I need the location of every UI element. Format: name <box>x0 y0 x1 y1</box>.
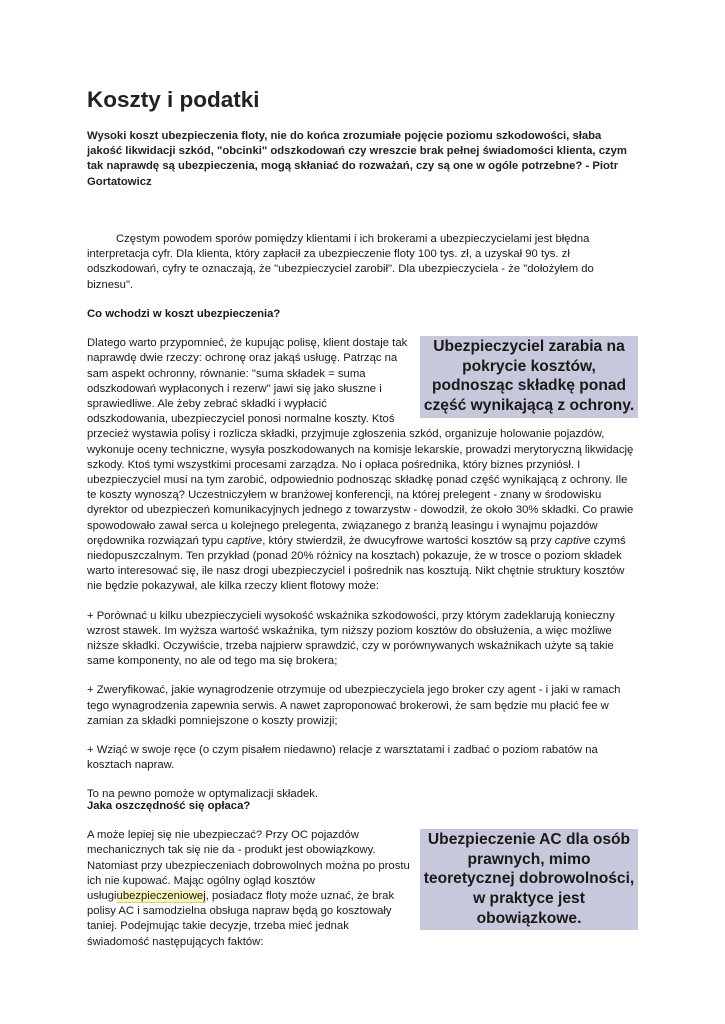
costs-text-c: czymś niedopuszczalnym. Ten przykład (ponad 20% różnicy na kosztach) pokazuje, że w trosce o poziom składek warto interesować się, ile nasz drogi ubezpieczyciel i pośrednik nas kosztują. Nikt chętnie struktury kosztów nie będzie pokazywał, ale kilka rzeczy klient flotowy może: <box>87 534 626 593</box>
pullquote-costs: Ubezpieczyciel zarabia na pokrycie kosztów, podnosząc składkę ponad część wynikającą z ochrony. <box>420 336 638 417</box>
page-title: Koszty i podatki <box>87 87 260 112</box>
costs-text-a: Dlatego warto przypomnieć, że kupując polisę, klient dostaje tak naprawdę dwie rzeczy: ochronę oraz jakąś usługę. Patrząc na sam aspekt ochronny, równanie: "suma składek = suma odszkodowań wypłaconych i rezerw" jawi się jako słuszne i sprawiedliwe. Ale żeby zebrać składki i wypłacić odszkodowania, ubezpieczyciel ponosi normalne koszty. Ktoś przecież wystawia polisy i rozlicza składki, przyjmuje zgłoszenia szkód, organizuje holowanie pojazdów, wykonuje oceny techniczne, wysyła poszkodowanych na komisje lekarskie, prowadzi merytoryczną likwidację szkody. Ktoś tymi wszystkimi procesami zarządza. No i opłaca pośrednika, który biznes przyniósł. I ubezpieczyciel musi na tym zarobić, odpowiednio podnosząc składkę ponad część wynikającą z ochrony. Ile te koszty wynoszą? Uczestniczyłem w branżowej konferencji, na której prelegent - znany w środowisku dyrektor od ubezpieczeń komunikacyjnych jednego z towarzystw - dowodził, że około 30% składki. Co prawie spowodowało zawał serca u kolejnego prelegenta, związanego z branżą leasingu i wynajmu pojazdów orędownika rozwiązań typu <box>87 337 634 547</box>
bullet-item: + Wziąć w swoje ręce (o czym pisałem niedawno) relacje z warsztatami i zadbać o poziom rabatów na kosztach napraw. <box>87 744 598 772</box>
savings-text-a: A może lepiej się nie ubezpieczać? Przy OC pojazdów mechanicznych tak się nie da - produkt jest obowiązkowy. Natomiast przy ubezpieczeniach dobrowolnych można po prostu ich nie kupować. Mając ogólny ogląd kosztów usługi <box>87 829 410 903</box>
closing-line: To na pewno pomoże w optymalizacji składek. <box>87 788 319 801</box>
highlighted-link[interactable]: ubezpieczeniowej <box>116 890 206 903</box>
section-heading-savings: Jaka oszczędność się opłaca? <box>87 800 251 812</box>
section-savings <box>87 799 638 950</box>
pullquote-savings: Ubezpieczenie AC dla osób prawnych, mimo teoretycznej dobrowolności, w praktyce jest obowiązkowe. <box>420 829 638 930</box>
intro-text: Częstym powodem sporów pomiędzy klientami i ich brokerami a ubezpieczycielami jest błędna interpretacja cyfr. Dla klienta, który zapłacił za ubezpieczenie floty 100 tys. zł, a uzyskał 90 tys. zł odszkodowań, cyfry te oznaczają, że "ubezpieczyciel zarobił". Dla ubezpieczyciela - że "dołożyłem do biznesu". <box>87 233 594 291</box>
lead-paragraph: Wysoki koszt ubezpieczenia floty, nie do końca zrozumiałe pojęcie poziomu szkodowości, słaba jakość likwidacji szkód, "obcinki" odszkodowań czy wreszcie brak pełnej świadomości klienta, czym tak naprawdę są ubezpieczenia, mogą skłaniać do rozważań, czy są one w ogóle potrzebne? - Piotr Gortatowicz <box>87 130 627 188</box>
captive-term: captive <box>226 534 263 547</box>
bullet-item: + Porównać u kilku ubezpieczycieli wysokość wskaźnika szkodowości, przy którym zadeklarują konieczny wzrost stawek. Im wyższa wartość wskaźnika, tym niższy poziom kosztów do obsłużenia, a więc możliwe niższe składki. Oczywiście, trzeba najpierw sprawdzić, czy w porównywanych wskaźnikach użyte są takie same komponenty, no ale od tego ma się brokera; <box>87 609 615 668</box>
section-costs <box>87 307 638 803</box>
section-heading-costs: Co wchodzi w koszt ubezpieczenia? <box>87 308 281 320</box>
bullet-item: + Zweryfikować, jakie wynagrodzenie otrzymuje od ubezpieczyciela jego broker czy agent - i jaki w ramach tego wynagrodzenia zapewnia serwis. A nawet zaproponować brokerowi, że sam będzie mu płacić fee w zamian za składki pomniejszone o koszty prowizji; <box>87 684 621 727</box>
savings-text-b: , posiadacz floty może uznać, że brak polisy AC i samodzielna obsługa napraw będą go kosztowały taniej. Podejmując takie decyzje, trzeba mieć jednak świadomość następujących faktów: <box>87 890 395 948</box>
costs-text-b: , który stwierdził, że dwucyfrowe wartości kosztów są przy <box>262 534 555 547</box>
captive-term: captive <box>554 534 591 547</box>
intro-paragraph <box>87 232 638 293</box>
